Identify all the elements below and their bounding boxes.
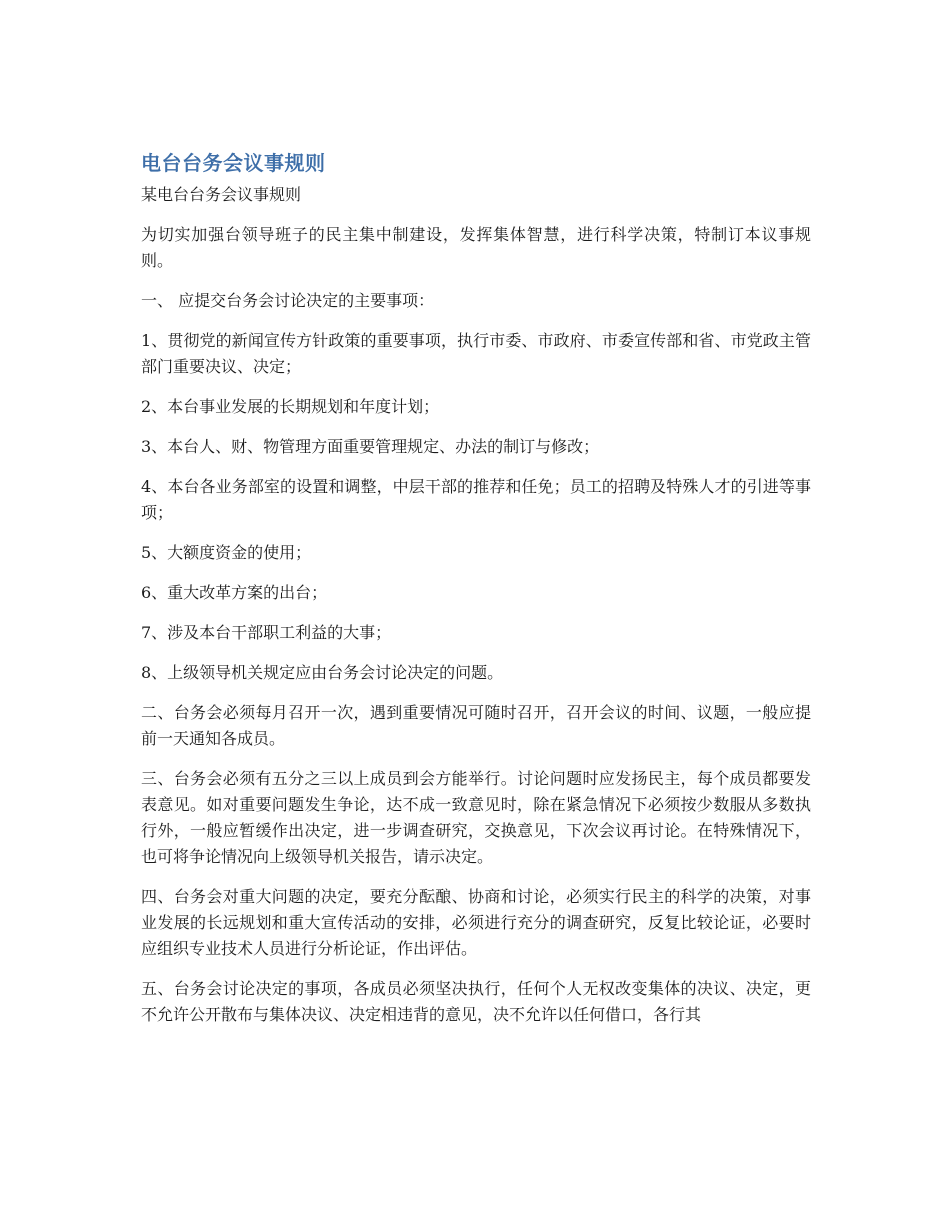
- list-item-6: 6、重大改革方案的出台；: [141, 583, 328, 602]
- document-page: [141, 148, 811, 1028]
- list-item-2: 2、本台事业发展的长期规划和年度计划；: [141, 397, 440, 416]
- list-item-8: 8、上级领导机关规定应由台务会讨论决定的问题。: [141, 663, 504, 682]
- list-item-1: 1、贯彻党的新闻宣传方针政策的重要事项，执行市委、市政府、市委宣传部和省、市党政主管部门重要决议、决定；: [141, 331, 811, 376]
- section-heading-1: 一、 应提交台务会讨论决定的主要事项：: [141, 291, 435, 310]
- list-item-5: 5、大额度资金的使用；: [141, 543, 312, 562]
- paragraph-intro: 为切实加强台领导班子的民主集中制建设，发挥集体智慧，进行科学决策，特制订本议事规则。: [141, 225, 811, 270]
- section-5: 五、台务会讨论决定的事项，各成员必须坚决执行，任何个人无权改变集体的决议、决定，更不允许公开散布与集体决议、决定相违背的意见，决不允许以任何借口，各行其: [141, 979, 811, 1024]
- list-item-3: 3、本台人、财、物管理方面重要管理规定、办法的制订与修改；: [141, 437, 600, 456]
- section-4: 四、台务会对重大问题的决定，要充分酝酿、协商和讨论，必须实行民主的科学的决策，对事业发展的长远规划和重大宣传活动的安排，必须进行充分的调查研究，反复比较论证，必要时应组织专业技术人员进行分析论证，作出评估。: [141, 887, 811, 958]
- section-3: 三、台务会必须有五分之三以上成员到会方能举行。讨论问题时应发扬民主，每个成员都要发表意见。如对重要问题发生争论，达不成一致意见时，除在紧急情况下必须按少数服从多数执行外，一般应暂缓作出决定，进一步调查研究，交换意见，下次会议再讨论。在特殊情况下，也可将争论情况向上级领导机关报告，请示决定。: [141, 769, 811, 866]
- list-item-7: 7、涉及本台干部职工利益的大事；: [141, 623, 392, 642]
- document-subtitle: 某电台台务会议事规则: [141, 185, 302, 204]
- list-item-4: 4、本台各业务部室的设置和调整，中层干部的推荐和任免；员工的招聘及特殊人才的引进等事项；: [141, 477, 811, 522]
- section-2: 二、台务会必须每月召开一次，遇到重要情况可随时召开，召开会议的时间、议题，一般应提前一天通知各成员。: [141, 703, 811, 748]
- document-title: 电台台务会议事规则: [141, 151, 326, 175]
